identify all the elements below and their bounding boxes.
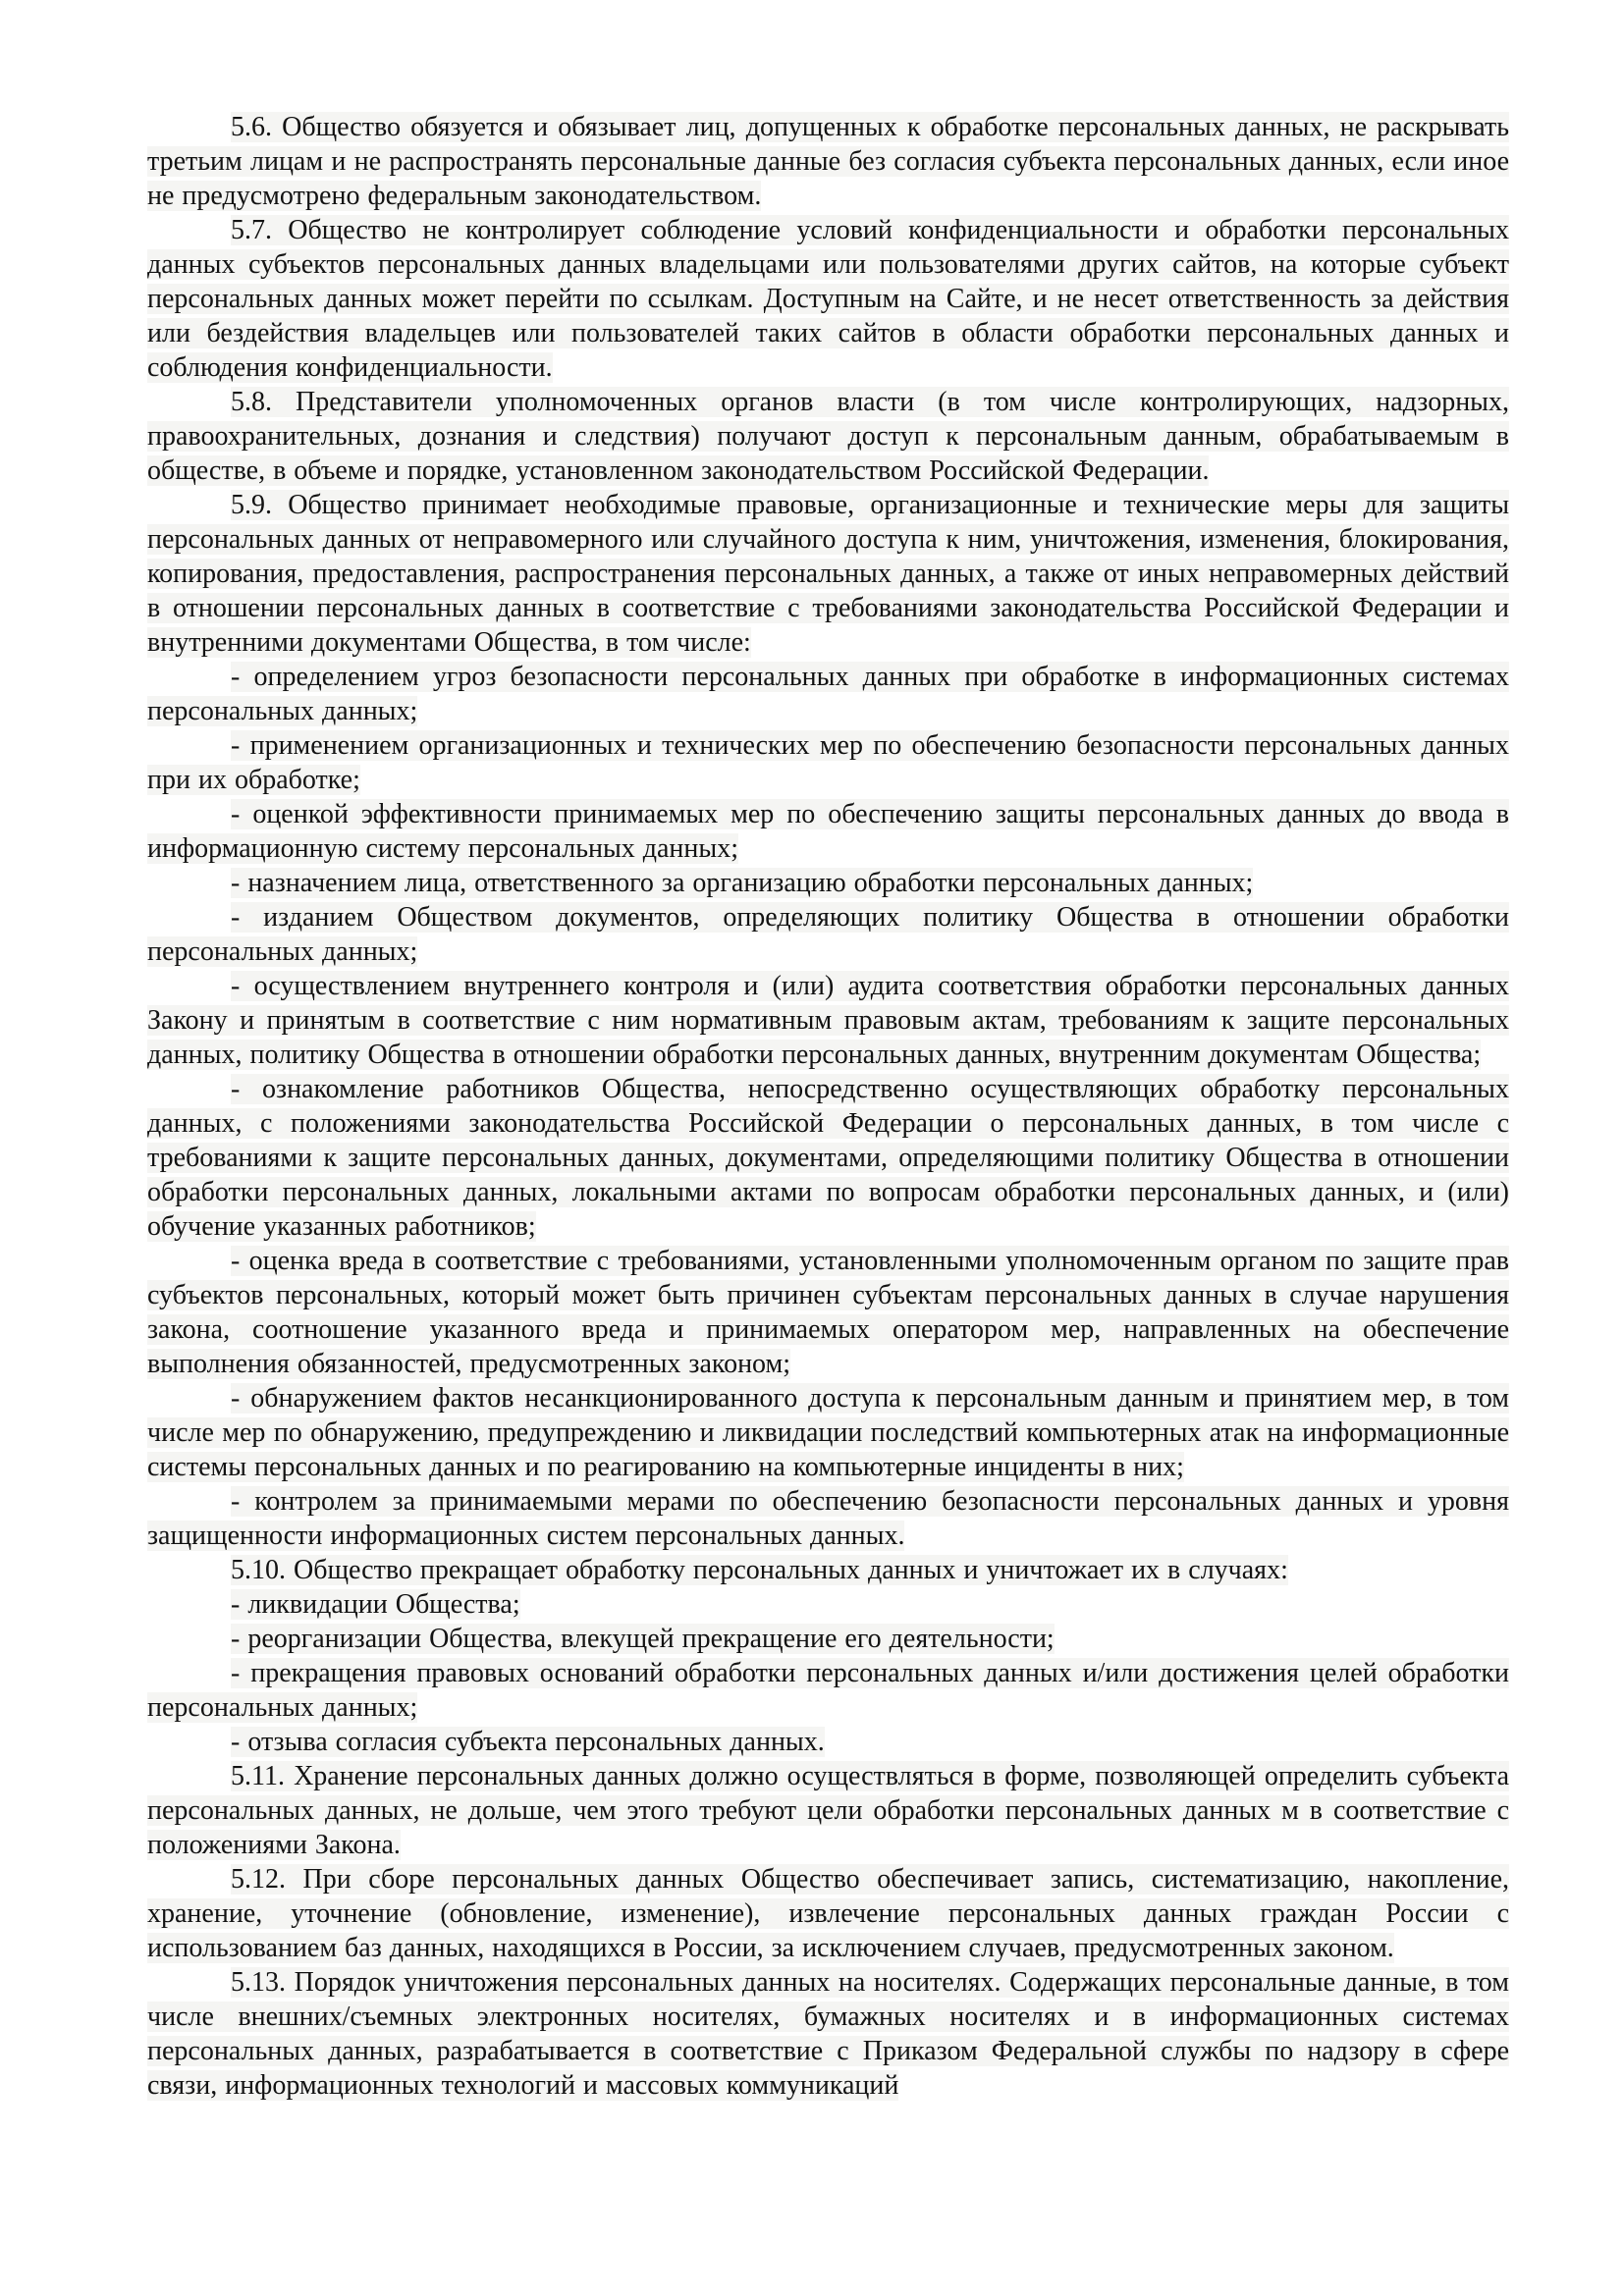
paragraph-5-12	[147, 1862, 1509, 1965]
list-item	[147, 1381, 1509, 1484]
list-item	[147, 1244, 1509, 1381]
paragraph-text: - прекращения правовых оснований обработки персональных данных и/или достижения целей обработки персональных данных;	[147, 1658, 1509, 1723]
paragraph-text: - применением организационных и технических мер по обеспечению безопасности персональных данных при их обработке;	[147, 730, 1509, 795]
paragraph-text: - контролем за принимаемыми мерами по обеспечению безопасности персональных данных и уровня защищенности информационных систем персональных данных.	[147, 1486, 1509, 1551]
paragraph-5-7	[147, 213, 1509, 385]
paragraph-5-10	[147, 1553, 1509, 1587]
paragraph-text: - обнаружением фактов несанкционированного доступа к персональным данным и принятием мер, в том числе мер по обнаружению, предупреждению и ликвидации последствий компьютерных атак на информационные системы персональных данных и по реагированию на компьютерные инциденты в них;	[147, 1383, 1509, 1482]
paragraph-text: - отзыва согласия субъекта персональных данных.	[231, 1727, 825, 1757]
list-item	[147, 1484, 1509, 1553]
paragraph-5-8	[147, 385, 1509, 488]
paragraph-text: 5.8. Представители уполномоченных органов власти (в том числе контролирующих, надзорных, правоохранительных, дознания и следствия) получают доступ к персональным данным, обрабатываемым в обществе, в объеме и порядке, установленном законодательством Российской Федерации.	[147, 387, 1509, 486]
list-item	[147, 1656, 1509, 1725]
list-item	[147, 1072, 1509, 1244]
paragraph-text: 5.10. Общество прекращает обработку персональных данных и уничтожает их в случаях:	[231, 1555, 1288, 1585]
paragraph-text: - оценкой эффективности принимаемых мер по обеспечению защиты персональных данных до ввода в информационную систему персональных данных;	[147, 799, 1509, 864]
paragraph-5-6	[147, 110, 1509, 213]
paragraph-text: - реорганизации Общества, влекущей прекращение его деятельности;	[231, 1624, 1055, 1654]
paragraph-text: 5.6. Общество обязуется и обязывает лиц, допущенных к обработке персональных данных, не раскрывать третьим лицам и не распространять персональные данные без согласия субъекта персональных данных, если иное не предусмотрено федеральным законодательством.	[147, 112, 1509, 211]
paragraph-text: - оценка вреда в соответствие с требованиями, установленными уполномоченным органом по защите прав субъектов персональных, который может быть причинен субъектам персональных данных в случае нарушения закона, соотношение указанного вреда и принимаемых оператором мер, направленных на обеспечение выполнения обязанностей, предусмотренных законом;	[147, 1246, 1509, 1379]
paragraph-text: 5.11. Хранение персональных данных должно осуществляться в форме, позволяющей определить субъекта персональных данных, не дольше, чем этого требуют цели обработки персональных данных м в соответствие с положениями Закона.	[147, 1761, 1509, 1860]
paragraph-5-13	[147, 1965, 1509, 2103]
list-item	[147, 969, 1509, 1072]
paragraph-5-9	[147, 488, 1509, 660]
paragraph-text: 5.13. Порядок уничтожения персональных данных на носителях. Содержащих персональные данные, в том числе внешних/съемных электронных носителях, бумажных носителях и в информационных системах персональных данных, разрабатывается в соответствие с Приказом Федеральной службы по надзору в сфере связи, информационных технологий и массовых коммуникаций	[147, 1967, 1509, 2101]
list-item	[147, 1587, 1509, 1622]
paragraph-text: 5.9. Общество принимает необходимые правовые, организационные и технические меры для защиты персональных данных от неправомерного или случайного доступа к ним, уничтожения, изменения, блокирования, копирования, предоставления, распространения персональных данных, а также от иных неправомерных действий в отношении персональных данных в соответствие с требованиями законодательства Российской Федерации и внутренними документами Общества, в том числе:	[147, 490, 1509, 658]
paragraph-text: - осуществлением внутреннего контроля и (или) аудита соответствия обработки персональных данных Закону и принятым в соответствие с ним нормативным правовым актам, требованиям к защите персональных данных, политику Общества в отношении обработки персональных данных, внутренним документам Общества;	[147, 971, 1509, 1070]
list-item	[147, 1725, 1509, 1759]
list-item	[147, 900, 1509, 969]
paragraph-text: - определением угроз безопасности персональных данных при обработке в информационных системах персональных данных;	[147, 662, 1509, 726]
list-item	[147, 660, 1509, 728]
paragraph-5-11	[147, 1759, 1509, 1862]
list-item	[147, 1622, 1509, 1656]
paragraph-text: - ликвидации Общества;	[231, 1589, 520, 1620]
paragraph-text: - ознакомление работников Общества, непосредственно осуществляющих обработку персональных данных, с положениями законодательства Российской Федерации о персональных данных, в том числе с требованиями к защите персональных данных, документами, определяющими политику Общества в отношении обработки персональных данных, локальными актами по вопросам обработки персональных данных, и (или) обучение указанных работников;	[147, 1074, 1509, 1242]
paragraph-text: - назначением лица, ответственного за организацию обработки персональных данных;	[231, 868, 1254, 898]
list-item	[147, 797, 1509, 866]
list-item	[147, 866, 1509, 900]
paragraph-text: - изданием Обществом документов, определяющих политику Общества в отношении обработки персональных данных;	[147, 902, 1509, 967]
paragraph-text: 5.12. При сборе персональных данных Общество обеспечивает запись, систематизацию, накопление, хранение, уточнение (обновление, изменение), извлечение персональных данных граждан России с использованием баз данных, находящихся в России, за исключением случаев, предусмотренных законом.	[147, 1864, 1509, 1963]
list-item	[147, 728, 1509, 797]
paragraph-text: 5.7. Общество не контролирует соблюдение условий конфиденциальности и обработки персональных данных субъектов персональных данных владельцами или пользователями других сайтов, на которые субъект персональных данных может перейти по ссылкам. Доступным на Сайте, и не несет ответственность за действия или бездействия владельцев или пользователей таких сайтов в области обработки персональных данных и соблюдения конфиденциальности.	[147, 215, 1509, 383]
